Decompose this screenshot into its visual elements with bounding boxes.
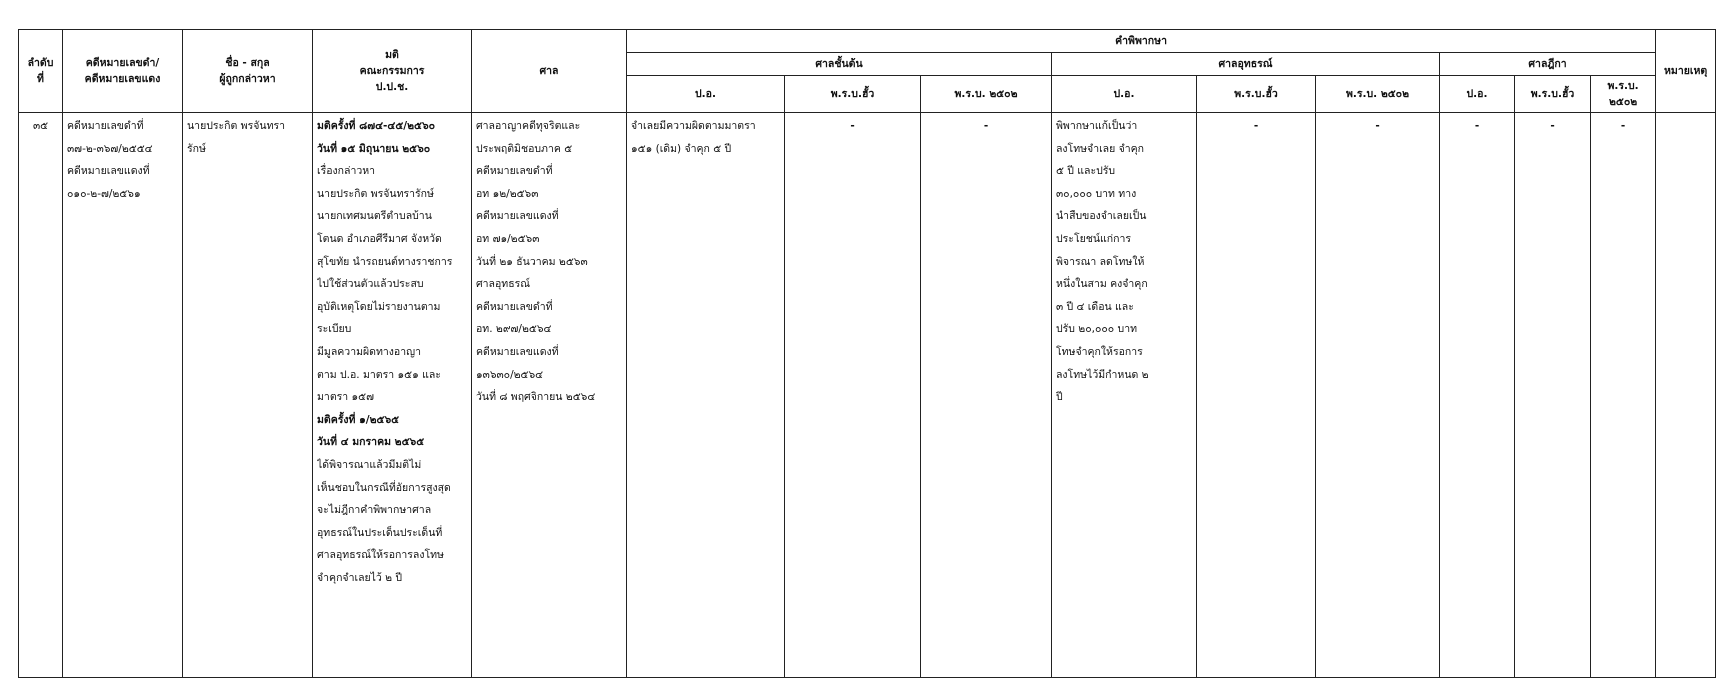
resolution-line: ศาลอุทธรณ์ให้รอการลงโทษ	[317, 549, 444, 562]
court-line: ศาลอุทธรณ์	[476, 278, 531, 291]
name-line: รักษ์	[187, 142, 206, 155]
resolution-line: นายประกิต พรจันทรารักษ์	[317, 187, 434, 200]
resolution-line: มติครั้งที่ ๑/๒๕๖๕	[317, 413, 400, 426]
header-first-prb-2502: พ.ร.บ. ๒๕๐๒	[921, 76, 1052, 113]
cell-court	[472, 113, 627, 678]
resolution-line: ระเบียบ	[317, 323, 352, 336]
appeal-pa-line: ลงโทษจำเลย จำคุก	[1056, 142, 1145, 155]
cell-no: ๓๕	[19, 113, 63, 678]
cell-appeal-prb-new: -	[1197, 113, 1316, 678]
cell-supreme-prb-new: -	[1515, 113, 1591, 678]
cell-remarks	[1656, 113, 1716, 678]
court-line: อท ๑๒/๒๕๖๓	[476, 187, 539, 200]
court-line: คดีหมายเลขดำที่	[476, 165, 553, 178]
court-line: วันที่ ๒๑ ธันวาคม ๒๕๖๓	[476, 255, 588, 268]
court-line: อท. ๒๙๗/๒๕๖๔	[476, 323, 552, 336]
resolution-line: สุโขทัย นำรถยนต์ทางราชการ	[317, 255, 453, 268]
resolution-line: วันที่ ๑๕ มิถุนายน ๒๕๖๐	[317, 142, 431, 155]
header-case-numbers: คดีหมายเลขดำ/ คดีหมายเลขแดง	[63, 30, 183, 113]
appeal-pa-line: ปรับ ๒๐,๐๐๐ บาท	[1056, 323, 1138, 336]
header-appeal-prb-2502: พ.ร.บ. ๒๕๐๒	[1316, 76, 1440, 113]
name-line: นายประกิต พรจันทรา	[187, 120, 286, 132]
header-appeal-pa: ป.อ.	[1052, 76, 1197, 113]
court-line: ๑๓๖๓๐/๒๕๖๔	[476, 368, 544, 381]
appeal-pa-line: พิจารณา ลดโทษให้	[1056, 255, 1145, 268]
header-resolution: มติ คณะกรรมการ ป.ป.ช.	[313, 30, 472, 113]
resolution-line: มีมูลความผิดทางอาญา	[317, 345, 421, 358]
court-line: วันที่ ๘ พฤศจิกายน ๒๕๖๔	[476, 391, 596, 404]
court-line: คดีหมายเลขดำที่	[476, 300, 553, 313]
cell-supreme-pa: -	[1440, 113, 1515, 678]
resolution-line: มติครั้งที่ ๘๗๔-๔๕/๒๕๖๐	[317, 120, 436, 132]
resolution-line: อุทธรณ์ในประเด็นประเด็นที่	[317, 526, 443, 539]
resolution-line: เรื่องกล่าวหา	[317, 165, 376, 178]
court-line: ประพฤติมิชอบภาค ๕	[476, 142, 573, 155]
resolution-line: วันที่ ๔ มกราคม ๒๕๖๕	[317, 436, 425, 449]
appeal-pa-line: พิพากษาแก้เป็นว่า	[1056, 120, 1138, 132]
appeal-pa-line: ๕ ปี และปรับ	[1056, 165, 1116, 178]
header-remarks: หมายเหตุ	[1656, 30, 1716, 113]
first-pa-line: จำเลยมีความผิดตามมาตรา	[631, 120, 756, 132]
resolution-line: ตาม ป.อ. มาตรา ๑๕๑ และ	[317, 368, 441, 381]
resolution-line: จำคุกจำเลยไว้ ๒ ปี	[317, 571, 403, 584]
case-number-line: คดีหมายเลขแดงที่	[67, 165, 150, 178]
header-court: ศาล	[472, 30, 627, 113]
case-table	[18, 29, 1716, 678]
cell-first-prb-2502: -	[921, 113, 1052, 678]
first-pa-line: ๑๕๑ (เดิม) จำคุก ๕ ปี	[631, 142, 732, 155]
header-first-pa: ป.อ.	[627, 76, 785, 113]
resolution-line: โตนด อำเภอศีรีมาศ จังหวัด	[317, 232, 442, 245]
cell-case-numbers	[63, 113, 183, 678]
court-line: คดีหมายเลขแดงที่	[476, 345, 559, 358]
cell-first-pa	[627, 113, 785, 678]
header-supreme-prb-2502: พ.ร.บ. ๒๕๐๒	[1591, 76, 1656, 113]
resolution-line: เห็นชอบในกรณีที่อัยการสูงสุด	[317, 481, 451, 494]
appeal-pa-line: โทษจำคุกให้รอการ	[1056, 345, 1143, 358]
appeal-pa-line: หนึ่งในสาม คงจำคุก	[1056, 278, 1148, 291]
appeal-pa-line: นำสืบของจำเลยเป็น	[1056, 210, 1147, 223]
header-first-prb-new: พ.ร.บ.ฮั้ว	[785, 76, 921, 113]
case-number-line: คดีหมายเลขดำที่	[67, 120, 144, 132]
header-supreme: ศาลฎีกา	[1440, 53, 1656, 76]
header-appeal: ศาลอุทธรณ์	[1052, 53, 1440, 76]
header-judgment: คำพิพากษา	[627, 30, 1656, 53]
appeal-pa-line: ลงโทษไว้มีกำหนด ๒	[1056, 368, 1149, 381]
header-supreme-pa: ป.อ.	[1440, 76, 1515, 113]
cell-appeal-pa	[1052, 113, 1197, 678]
court-line: คดีหมายเลขแดงที่	[476, 210, 559, 223]
resolution-line: อุบัติเหตุโดยไม่รายงานตาม	[317, 300, 441, 313]
resolution-line: ไปใช้ส่วนตัวแล้วประสบ	[317, 278, 424, 291]
header-supreme-prb-new: พ.ร.บ.ฮั้ว	[1515, 76, 1591, 113]
case-number-line: ๓๗-๒-๓๖๗/๒๕๕๔	[67, 142, 153, 155]
table-row	[19, 113, 1716, 678]
cell-first-prb-new: -	[785, 113, 921, 678]
header-first-instance: ศาลชั้นต้น	[627, 53, 1052, 76]
appeal-pa-line: ปี	[1056, 391, 1063, 404]
appeal-pa-line: ๓๐,๐๐๐ บาท ทาง	[1056, 187, 1137, 200]
appeal-pa-line: ประโยชน์แก่การ	[1056, 232, 1132, 245]
header-appeal-prb-new: พ.ร.บ.ฮั้ว	[1197, 76, 1316, 113]
cell-name	[183, 113, 313, 678]
header-name: ชื่อ - สกุล ผู้ถูกกล่าวหา	[183, 30, 313, 113]
resolution-line: จะไม่ฎีกาคำพิพากษาศาล	[317, 504, 432, 517]
resolution-line: มาตรา ๑๕๗	[317, 391, 375, 404]
court-line: อท ๗๑/๒๕๖๓	[476, 232, 540, 245]
cell-appeal-prb-2502: -	[1316, 113, 1440, 678]
resolution-line: ได้พิจารณาแล้วมีมติไม่	[317, 458, 422, 471]
case-number-line: ๐๑๐-๒-๗/๒๕๖๑	[67, 187, 141, 200]
cell-resolution	[313, 113, 472, 678]
header-no: ลำดับที่	[19, 30, 63, 113]
resolution-line: นายกเทศมนตรีตำบลบ้าน	[317, 210, 432, 223]
appeal-pa-line: ๓ ปี ๔ เดือน และ	[1056, 300, 1134, 313]
cell-supreme-prb-2502: -	[1591, 113, 1656, 678]
court-line: ศาลอาญาคดีทุจริตและ	[476, 120, 581, 132]
